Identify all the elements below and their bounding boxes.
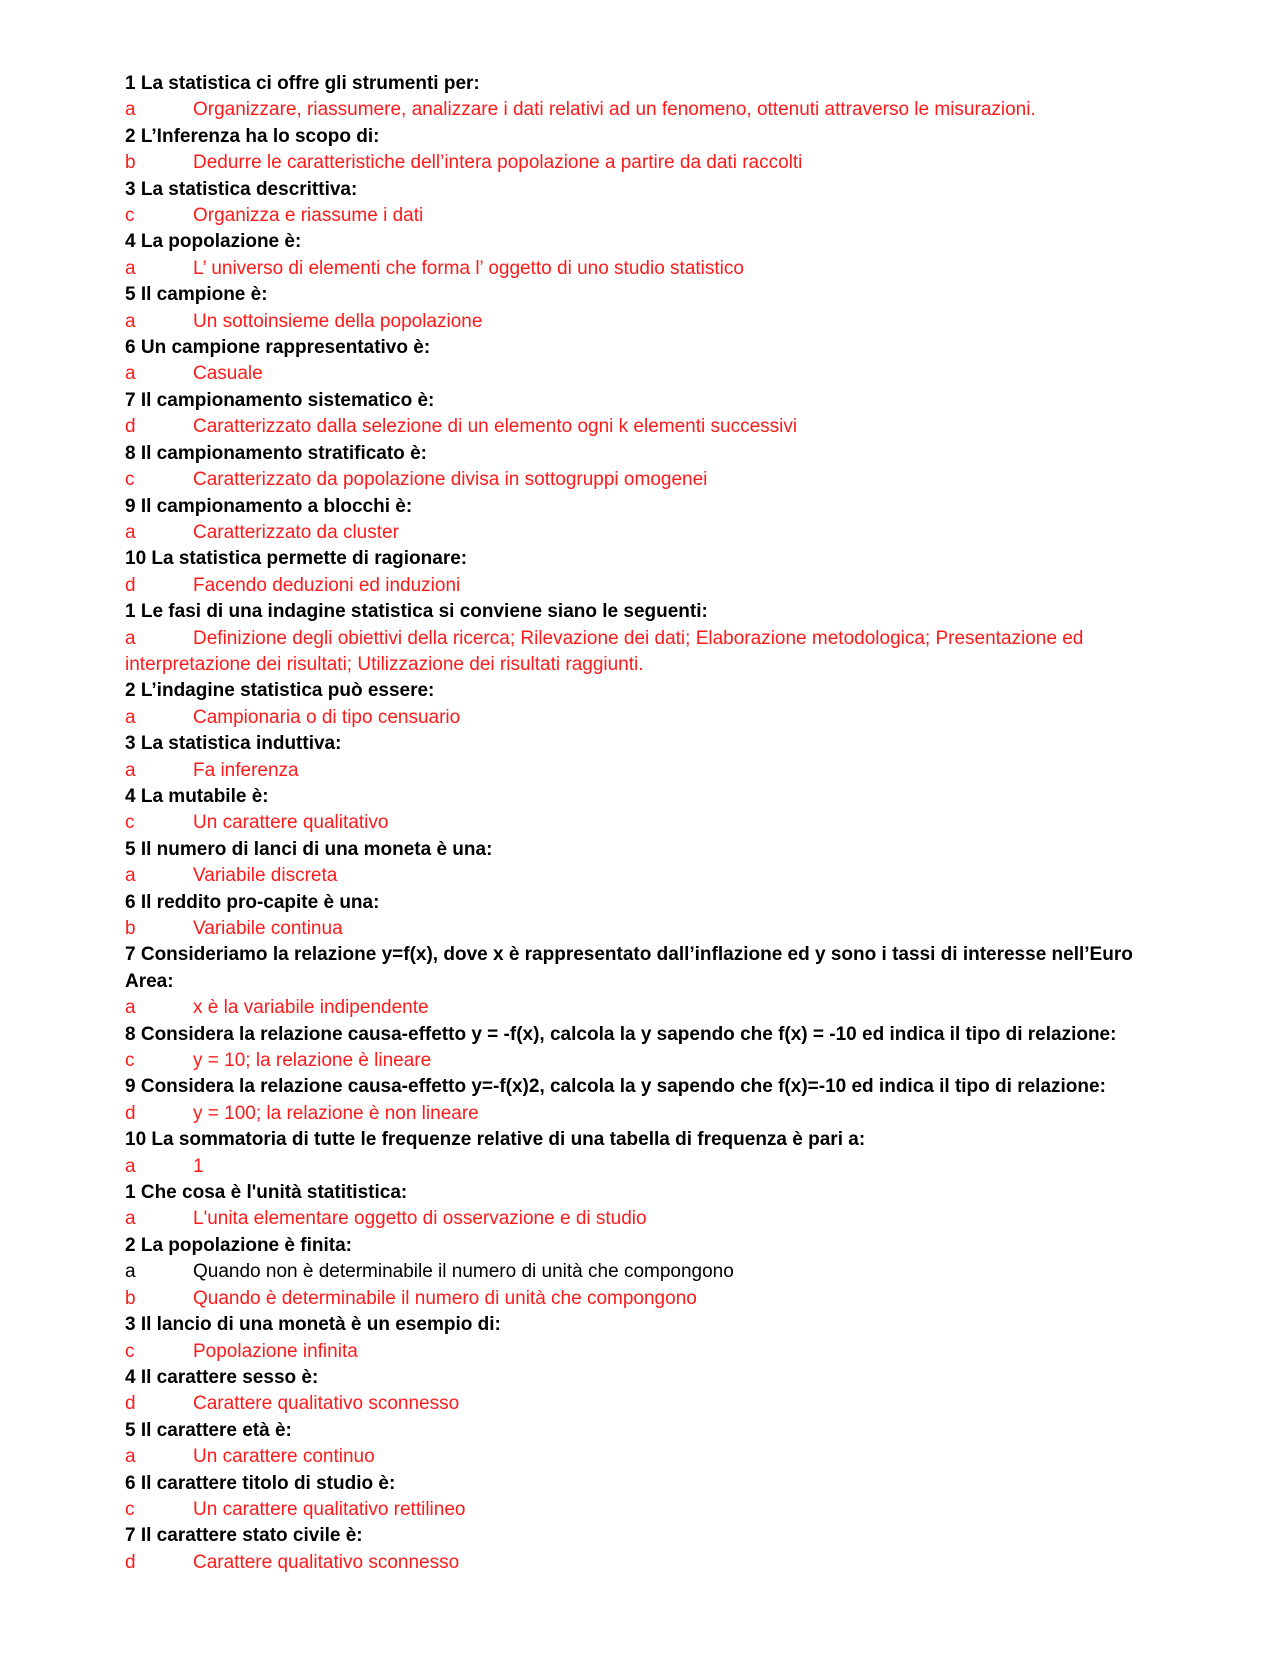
answer-text: Caratterizzato dalla selezione di un elemento ogni k elementi successivi	[193, 416, 798, 438]
answer-text: Organizzare, riassumere, analizzare i dati relativi ad un fenomeno, ottenuti attraverso le misurazioni.	[193, 99, 1036, 121]
answer-text: Un carattere qualitativo rettilineo	[193, 1498, 466, 1520]
correct-answer	[125, 361, 1175, 387]
question-text: 2 L’indagine statistica può essere:	[125, 680, 435, 702]
question-block	[125, 731, 1175, 784]
answer-letter: a	[125, 1446, 136, 1468]
question-block	[125, 546, 1175, 599]
question-text: 5 Il carattere età è:	[125, 1419, 292, 1441]
answer-letter: a	[125, 1261, 136, 1283]
question-block	[125, 494, 1175, 547]
answer-letter: b	[125, 1287, 136, 1309]
answer-letter: c	[125, 469, 135, 491]
question-block	[125, 1365, 1175, 1418]
question-text: 10 La statistica permette di ragionare:	[125, 548, 468, 570]
question-text: 4 La popolazione è:	[125, 231, 302, 253]
answer-letter: d	[125, 1551, 136, 1573]
correct-answer	[125, 810, 1175, 836]
correct-answer	[125, 916, 1175, 942]
correct-answer	[125, 995, 1175, 1021]
answer-letter: d	[125, 416, 136, 438]
question-text: 5 Il numero di lanci di una moneta è una:	[125, 838, 493, 860]
question-block	[125, 784, 1175, 837]
question-text: 9 Considera la relazione causa-effetto y=-f(x)2, calcola la y sapendo che f(x)=-10 ed indica il tipo di relazione:	[125, 1076, 1106, 1098]
correct-answer	[125, 626, 1175, 679]
answer-letter: c	[125, 1340, 135, 1362]
question-text: 4 La mutabile è:	[125, 785, 269, 807]
answer-text: Un sottoinsieme della popolazione	[193, 310, 483, 332]
question-block	[125, 177, 1175, 230]
answer-text: Un carattere continuo	[193, 1446, 375, 1468]
question-block	[125, 71, 1175, 124]
question-block	[125, 599, 1175, 678]
question-text: 8 Considera la relazione causa-effetto y = -f(x), calcola la y sapendo che f(x) = -10 ed indica il tipo di relazione:	[125, 1023, 1117, 1045]
question-block	[125, 1180, 1175, 1233]
correct-answer	[125, 1154, 1175, 1180]
answer-text: Definizione degli obiettivi della ricerca; Rilevazione dei dati; Elaborazione metodologica; Presentazione ed	[193, 627, 1084, 649]
question-text: 6 Il carattere titolo di studio è:	[125, 1472, 396, 1494]
answer-text: Un carattere qualitativo	[193, 812, 389, 834]
question-text: 1 Le fasi di una indagine statistica si conviene siano le seguenti:	[125, 601, 708, 623]
answer-letter: a	[125, 627, 136, 649]
correct-answer	[125, 863, 1175, 889]
correct-answer	[125, 1206, 1175, 1232]
answer-text: Quando non è determinabile il numero di unità che compongono	[193, 1261, 734, 1283]
correct-answer	[125, 1339, 1175, 1365]
correct-answer	[125, 97, 1175, 123]
question-text: 8 Il campionamento stratificato è:	[125, 442, 427, 464]
question-block	[125, 678, 1175, 731]
answer-letter: a	[125, 997, 136, 1019]
answer-letter: d	[125, 1393, 136, 1415]
answer-text: Carattere qualitativo sconnesso	[193, 1551, 460, 1573]
answer-letter: a	[125, 363, 136, 385]
question-text: 4 Il carattere sesso è:	[125, 1366, 319, 1388]
answer-text: Carattere qualitativo sconnesso	[193, 1393, 460, 1415]
correct-answer	[125, 1048, 1175, 1074]
answer-text-continuation: interpretazione dei risultati; Utilizzazione dei risultati raggiunti.	[125, 653, 644, 675]
question-text: 2 La popolazione è finita:	[125, 1234, 352, 1256]
answer-letter: a	[125, 706, 136, 728]
answer-letter: a	[125, 1155, 136, 1177]
question-text: 7 Il carattere stato civile è:	[125, 1525, 363, 1547]
question-text: 3 La statistica descrittiva:	[125, 178, 358, 200]
answer-letter: c	[125, 812, 135, 834]
answer-letter: a	[125, 310, 136, 332]
answer-letter: a	[125, 257, 136, 279]
answer-text: Caratterizzato da cluster	[193, 521, 399, 543]
question-text: 2 L’Inferenza ha lo scopo di:	[125, 125, 380, 147]
answer-text: y = 10; la relazione è lineare	[193, 1050, 432, 1072]
answer-text: 1	[193, 1155, 204, 1177]
answer-text: Facendo deduzioni ed induzioni	[193, 574, 461, 596]
question-block	[125, 890, 1175, 943]
answer-letter: c	[125, 1498, 135, 1520]
answer-letter: a	[125, 759, 136, 781]
question-block	[125, 124, 1175, 177]
answer-text: Popolazione infinita	[193, 1340, 358, 1362]
correct-answer	[125, 1391, 1175, 1417]
question-text: 3 Il lancio di una monetà è un esempio di:	[125, 1314, 501, 1336]
question-block	[125, 1127, 1175, 1180]
question-block	[125, 837, 1175, 890]
question-text: 7 Consideriamo la relazione y=f(x), dove x è rappresentato dall’inflazione ed y sono i tassi di interesse nell’Euro Area:	[125, 944, 1133, 992]
question-block	[125, 1233, 1175, 1312]
answer-text: Quando è determinabile il numero di unità che compongono	[193, 1287, 697, 1309]
answer-text: Organizza e riassume i dati	[193, 205, 424, 227]
correct-answer	[125, 1286, 1175, 1312]
correct-answer	[125, 1101, 1175, 1127]
answer-text: Caratterizzato da popolazione divisa in sottogruppi omogenei	[193, 469, 708, 491]
answer-letter: a	[125, 521, 136, 543]
question-block	[125, 1074, 1175, 1127]
question-text: 6 Il reddito pro-capite è una:	[125, 891, 380, 913]
answer-text: Dedurre le caratteristiche dell’intera popolazione a partire da dati raccolti	[193, 152, 803, 174]
answer-letter: a	[125, 99, 136, 121]
correct-answer	[125, 256, 1175, 282]
question-block	[125, 1471, 1175, 1524]
question-text: 5 Il campione è:	[125, 284, 268, 306]
question-text: 6 Un campione rappresentativo è:	[125, 337, 431, 359]
answer-text: y = 100; la relazione è non lineare	[193, 1102, 479, 1124]
answer-letter: c	[125, 205, 135, 227]
question-block	[125, 1418, 1175, 1471]
answer-letter: b	[125, 152, 136, 174]
correct-answer	[125, 520, 1175, 546]
answer-letter: a	[125, 1208, 136, 1230]
answer-text: Variabile discreta	[193, 865, 338, 887]
correct-answer	[125, 758, 1175, 784]
answer-text: Fa inferenza	[193, 759, 299, 781]
question-text: 9 Il campionamento a blocchi è:	[125, 495, 413, 517]
answer-letter: c	[125, 1050, 135, 1072]
answer-text: L’ universo di elementi che forma l’ oggetto di uno studio statistico	[193, 257, 744, 279]
correct-answer	[125, 467, 1175, 493]
question-text: 1 Che cosa è l'unità statitistica:	[125, 1182, 408, 1204]
answer-letter: b	[125, 918, 136, 939]
answer-letter: d	[125, 574, 136, 596]
question-block	[125, 282, 1175, 335]
correct-answer	[125, 1550, 1175, 1576]
question-text: 3 La statistica induttiva:	[125, 733, 342, 755]
quiz-document	[125, 71, 1175, 1576]
answer-letter: d	[125, 1102, 136, 1124]
question-block	[125, 1312, 1175, 1365]
question-block	[125, 229, 1175, 282]
answer-text: Campionaria o di tipo censuario	[193, 706, 461, 728]
correct-answer	[125, 1444, 1175, 1470]
answer-option	[125, 1259, 1175, 1285]
question-block	[125, 942, 1175, 1021]
question-block	[125, 335, 1175, 388]
answer-text: Variabile continua	[193, 918, 343, 939]
correct-answer	[125, 573, 1175, 599]
answer-text: L'unita elementare oggetto di osservazione e di studio	[193, 1208, 647, 1230]
correct-answer	[125, 309, 1175, 335]
question-block	[125, 1523, 1175, 1576]
question-text: 7 Il campionamento sistematico è:	[125, 389, 435, 411]
correct-answer	[125, 1497, 1175, 1523]
correct-answer	[125, 705, 1175, 731]
question-block	[125, 1022, 1175, 1075]
question-text: 10 La sommatoria di tutte le frequenze relative di una tabella di frequenza è pari a:	[125, 1129, 866, 1151]
correct-answer	[125, 203, 1175, 229]
correct-answer	[125, 414, 1175, 440]
question-block	[125, 441, 1175, 494]
answer-text: Casuale	[193, 363, 263, 385]
question-block	[125, 388, 1175, 441]
answer-text: x è la variabile indipendente	[193, 997, 429, 1019]
question-text: 1 La statistica ci offre gli strumenti per:	[125, 73, 480, 94]
answer-letter: a	[125, 865, 136, 887]
correct-answer	[125, 150, 1175, 176]
